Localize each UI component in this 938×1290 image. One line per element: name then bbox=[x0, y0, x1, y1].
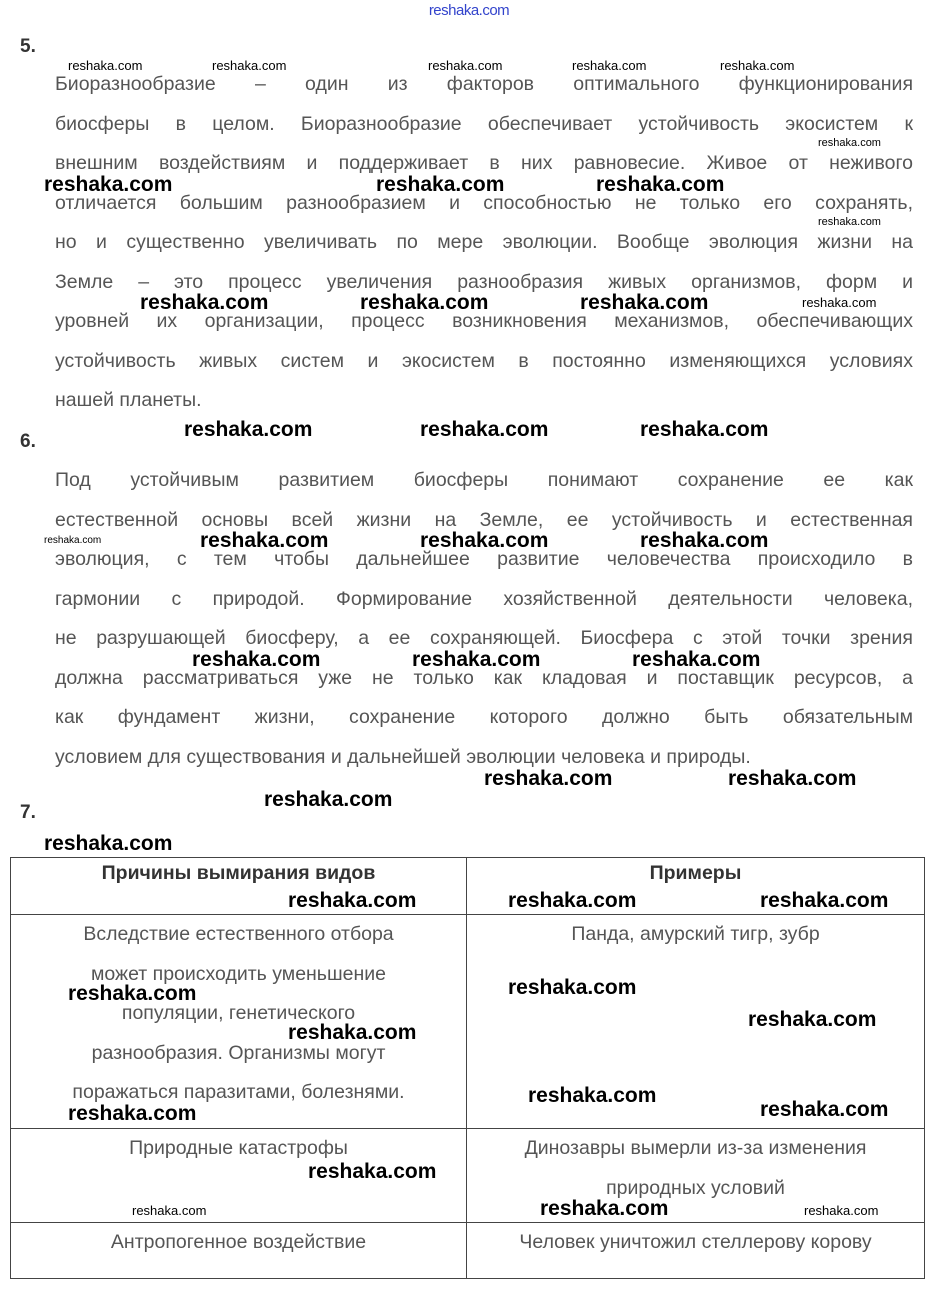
example-cell bbox=[467, 1223, 925, 1279]
watermark: reshaka.com bbox=[44, 172, 173, 196]
watermark: reshaka.com bbox=[640, 529, 769, 552]
table-row bbox=[11, 1223, 925, 1279]
watermark: reshaka.com bbox=[802, 295, 877, 310]
cell-line: природных условий bbox=[606, 1176, 785, 1199]
watermark: reshaka.com bbox=[308, 1160, 437, 1183]
task-number-6: 6. bbox=[20, 431, 36, 452]
watermark: reshaka.com bbox=[184, 418, 313, 441]
watermark: reshaka.com bbox=[528, 1084, 657, 1107]
watermark: reshaka.com bbox=[132, 1203, 207, 1218]
watermark: reshaka.com bbox=[420, 418, 549, 441]
watermark: reshaka.com bbox=[140, 291, 269, 314]
watermark: reshaka.com bbox=[192, 647, 321, 671]
text-line: как фундамент жизни, сохранение которого должно быть обязательным bbox=[55, 706, 913, 728]
watermark: reshaka.com bbox=[68, 58, 143, 73]
watermark: reshaka.com bbox=[818, 216, 881, 228]
watermark: reshaka.com bbox=[596, 172, 725, 196]
watermark: reshaka.com bbox=[760, 889, 889, 912]
text-line: уровней их организации, процесс возникновения механизмов, обеспечивающих bbox=[55, 310, 913, 332]
watermark: reshaka.com bbox=[264, 788, 393, 811]
cell-line: Панда, амурский тигр, зубр bbox=[571, 923, 820, 945]
text-line: не разрушающей биосферу, а ее сохраняющей. Биосфера с этой точки зрения bbox=[55, 627, 913, 649]
cause-cell bbox=[11, 1223, 467, 1279]
watermark: reshaka.com bbox=[288, 889, 417, 912]
watermark: reshaka.com bbox=[376, 172, 505, 196]
text-line: устойчивость живых систем и экосистем в постоянно изменяющихся условиях bbox=[55, 349, 913, 372]
header-examples: Примеры bbox=[649, 862, 742, 884]
cell-line: популяции, генетического bbox=[121, 1002, 356, 1024]
task-number-7: 7. bbox=[20, 802, 36, 823]
watermark: reshaka.com bbox=[508, 976, 637, 999]
text-line: Биоразнообразие – один из факторов оптимального функционирования bbox=[55, 73, 913, 95]
watermark: reshaka.com bbox=[428, 58, 503, 73]
cell-line: поражаться паразитами, болезнями. bbox=[72, 1081, 405, 1103]
cell-line: Вследствие естественного отбора bbox=[83, 923, 394, 945]
text-line: нашей планеты. bbox=[55, 389, 202, 411]
watermark: reshaka.com bbox=[200, 529, 329, 552]
text-line: отличается большим разнообразием и способностью не только его сохранять, bbox=[55, 191, 913, 214]
watermark: reshaka.com bbox=[44, 832, 173, 855]
watermark: reshaka.com bbox=[484, 767, 613, 790]
watermark: reshaka.com bbox=[44, 535, 102, 546]
site-link[interactable]: reshaka.com bbox=[428, 2, 510, 19]
text-line: биосферы в целом. Биоразнообразие обеспечивает устойчивость экосистем к bbox=[55, 112, 913, 135]
watermark: reshaka.com bbox=[728, 767, 857, 790]
text-line: естественной основы всей жизни на Земле, ее устойчивость и естественная bbox=[55, 508, 913, 531]
text-line: внешним воздействиям и поддерживает в них равновесие. Живое от неживого bbox=[55, 152, 913, 174]
cell-line: Динозавры вымерли из-за изменения bbox=[524, 1137, 867, 1159]
text-line: должна рассматриваться уже не только как кладовая и поставщик ресурсов, а bbox=[55, 666, 913, 689]
watermark: reshaka.com bbox=[572, 58, 647, 73]
watermark: reshaka.com bbox=[580, 291, 709, 314]
text-line: но и существенно увеличивать по мере эволюции. Вообще эволюция жизни на bbox=[55, 231, 913, 253]
watermark: reshaka.com bbox=[748, 1008, 877, 1031]
answer-6-text bbox=[55, 469, 913, 790]
watermark: reshaka.com bbox=[68, 981, 197, 1005]
watermark: reshaka.com bbox=[420, 529, 549, 552]
cell-line: может происходить уменьшение bbox=[91, 962, 386, 985]
text-line: условием для существования и дальнейшей эволюции человека и природы. bbox=[55, 745, 751, 768]
text-line: эволюция, с тем чтобы дальнейшее развитие человечества происходило в bbox=[55, 548, 913, 570]
watermark: reshaka.com bbox=[412, 647, 541, 671]
watermark: reshaka.com bbox=[804, 1203, 879, 1218]
watermark: reshaka.com bbox=[68, 1102, 197, 1125]
watermark: reshaka.com bbox=[632, 647, 761, 671]
watermark: reshaka.com bbox=[212, 58, 287, 73]
task-number-5: 5. bbox=[20, 36, 36, 57]
answer-5-text bbox=[55, 75, 913, 431]
cell-line: Антропогенное воздействие bbox=[110, 1231, 367, 1253]
watermark: reshaka.com bbox=[540, 1197, 669, 1220]
watermark: reshaka.com bbox=[818, 137, 881, 149]
watermark: reshaka.com bbox=[720, 58, 795, 73]
text-line: Под устойчивым развитием биосферы понимают сохранение ее как bbox=[55, 469, 913, 491]
watermark: reshaka.com bbox=[360, 291, 489, 314]
cell-line: разнообразия. Организмы могут bbox=[91, 1041, 386, 1064]
watermark: reshaka.com bbox=[760, 1098, 889, 1121]
header-causes: Причины вымирания видов bbox=[101, 862, 376, 884]
watermark: reshaka.com bbox=[640, 418, 769, 441]
text-line: гармонии с природой. Формирование хозяйственной деятельности человека, bbox=[55, 587, 913, 610]
cell-line: Человек уничтожил стеллерову корову bbox=[519, 1231, 872, 1253]
watermark: reshaka.com bbox=[288, 1021, 417, 1044]
cell-line: Природные катастрофы bbox=[129, 1137, 348, 1159]
text-line: Земле – это процесс увеличения разнообразия живых организмов, форм и bbox=[55, 270, 913, 293]
watermark: reshaka.com bbox=[508, 889, 637, 912]
